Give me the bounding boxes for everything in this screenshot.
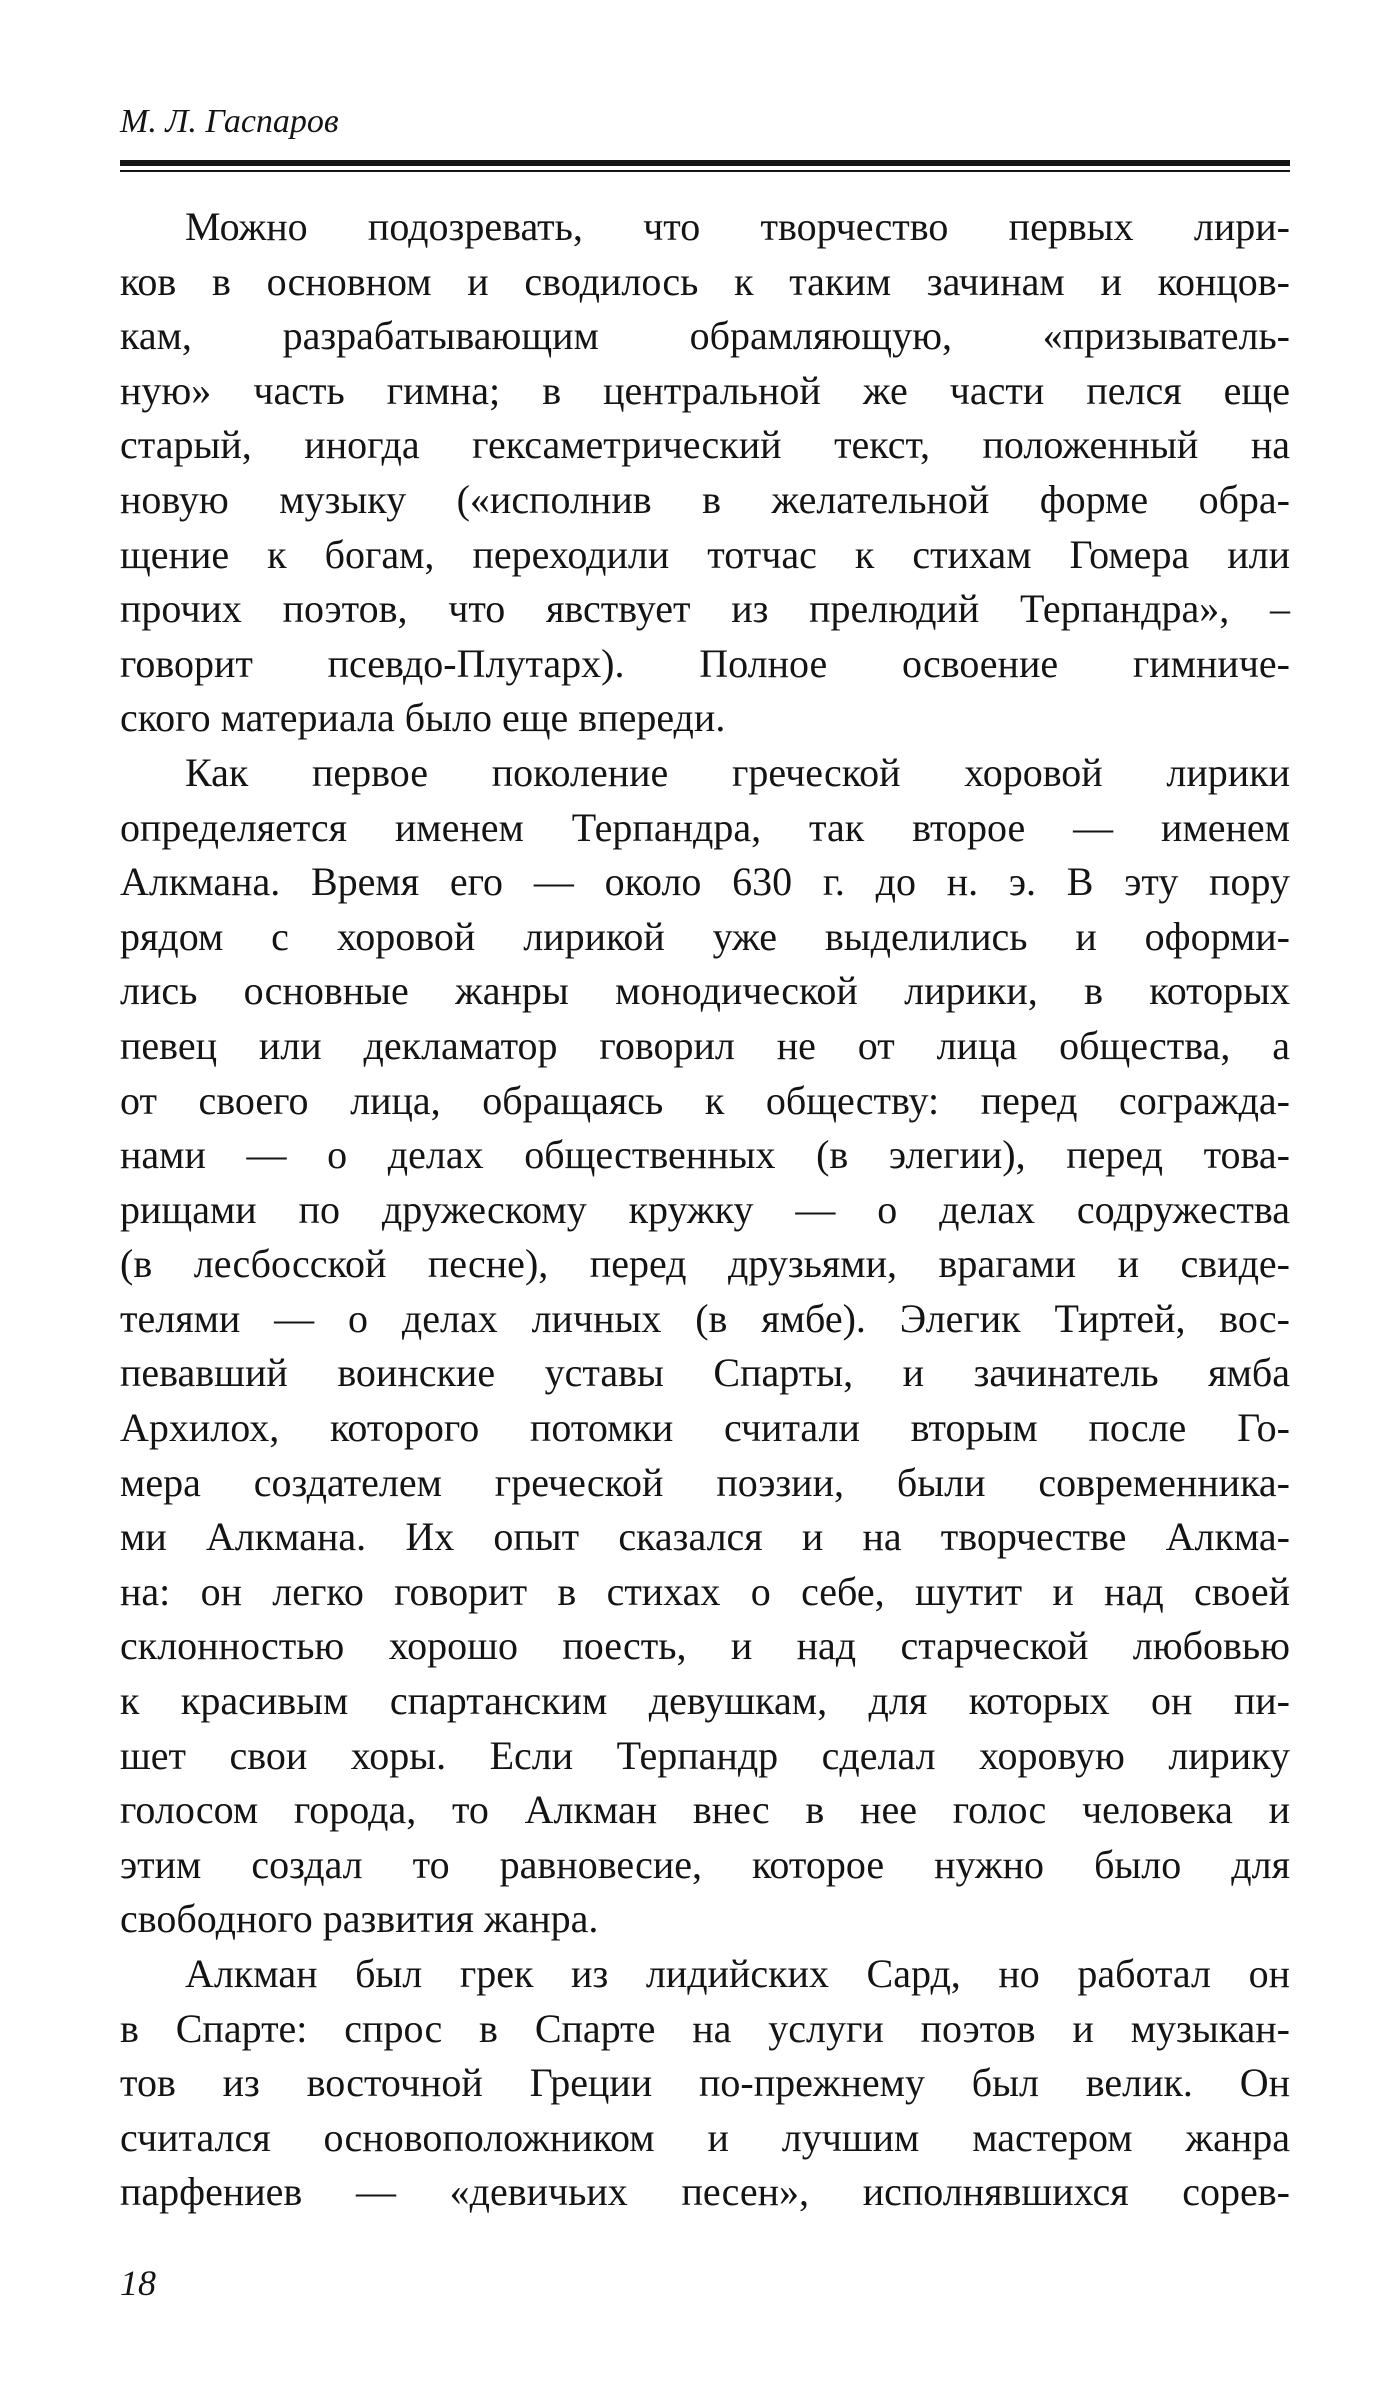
text-line: Как первое поколение греческой хоровой лирики xyxy=(185,749,1290,795)
text-line: рищами по дружескому кружку — о делах содружества xyxy=(120,1186,1290,1232)
body-text xyxy=(120,200,1290,2220)
text-line: свободного развития жанра. xyxy=(120,1896,599,1942)
text-line: этим создал то равновесие, которое нужно было для xyxy=(120,1841,1290,1887)
text-line: парфениев — «девичьих песен», исполнявшихся сорев- xyxy=(120,2169,1290,2215)
text-line: прочих поэтов, что явствует из прелюдий Терпандра», – xyxy=(120,586,1290,632)
text-line: старый, иногда гексаметрический текст, положенный на xyxy=(120,422,1290,468)
text-line: кам, разрабатывающим обрамляющую, «призыватель- xyxy=(120,313,1290,359)
text-line: певец или декламатор говорил не от лица общества, а xyxy=(120,1022,1290,1068)
text-line: в Спарте: спрос в Спарте на услуги поэтов и музыкан- xyxy=(120,2005,1290,2051)
page-number: 18 xyxy=(120,2263,156,2303)
text-line: голосом города, то Алкман внес в нее голос человека и xyxy=(120,1787,1290,1833)
text-line: на: он легко говорит в стихах о себе, шутит и над своей xyxy=(120,1568,1290,1614)
header-rule-thin xyxy=(120,170,1290,172)
text-line: тов из восточной Греции по-прежнему был велик. Он xyxy=(120,2060,1290,2106)
text-line: Архилох, которого потомки считали вторым после Го- xyxy=(120,1405,1290,1451)
header-rule-thick xyxy=(120,160,1290,166)
text-line: ков в основном и сводилось к таким зачинам и концов- xyxy=(120,258,1290,304)
text-line: определяется именем Терпандра, так второе — именем xyxy=(120,804,1290,850)
text-line: певавший воинские уставы Спарты, и зачинатель ямба xyxy=(120,1350,1290,1396)
text-line: ского материала было еще впереди. xyxy=(120,695,726,741)
text-line: (в лесбосской песне), перед друзьями, врагами и свиде- xyxy=(120,1241,1290,1287)
text-line: лись основные жанры монодической лирики, в которых xyxy=(120,968,1290,1014)
text-line: Можно подозревать, что творчество первых лири- xyxy=(185,204,1290,249)
text-line: Алкман был грек из лидийских Сард, но работал он xyxy=(185,1951,1290,1996)
text-line: шет свои хоры. Если Терпандр сделал хоровую лирику xyxy=(120,1732,1290,1778)
text-line: новую музыку («исполнив в желательной форме обра- xyxy=(120,476,1290,522)
text-line: мера создателем греческой поэзии, были современника- xyxy=(120,1459,1290,1505)
text-line: ную» часть гимна; в центральной же части пелся еще xyxy=(120,367,1290,413)
text-line: склонностью хорошо поесть, и над старческой любовью xyxy=(120,1623,1290,1669)
text-line: считался основоположником и лучшим мастером жанра xyxy=(120,2114,1290,2160)
text-line: от своего лица, обращаясь к обществу: перед согражда- xyxy=(120,1077,1290,1123)
text-line: рядом с хоровой лирикой уже выделились и оформи- xyxy=(120,913,1290,959)
running-head-author: М. Л. Гаспаров xyxy=(120,103,339,140)
text-line: говорит псевдо-Плутарх). Полное освоение гимниче- xyxy=(120,640,1290,686)
text-line: ми Алкмана. Их опыт сказался и на творчестве Алкма- xyxy=(120,1514,1290,1560)
text-line: нами — о делах общественных (в элегии), перед това- xyxy=(120,1132,1290,1178)
text-line: щение к богам, переходили тотчас к стихам Гомера или xyxy=(120,531,1290,577)
text-line: Алкмана. Время его — около 630 г. до н. э. В эту пору xyxy=(120,859,1290,905)
text-line: телями — о делах личных (в ямбе). Элегик Тиртей, вос- xyxy=(120,1295,1290,1341)
text-line: к красивым спартанским девушкам, для которых он пи- xyxy=(120,1678,1290,1724)
